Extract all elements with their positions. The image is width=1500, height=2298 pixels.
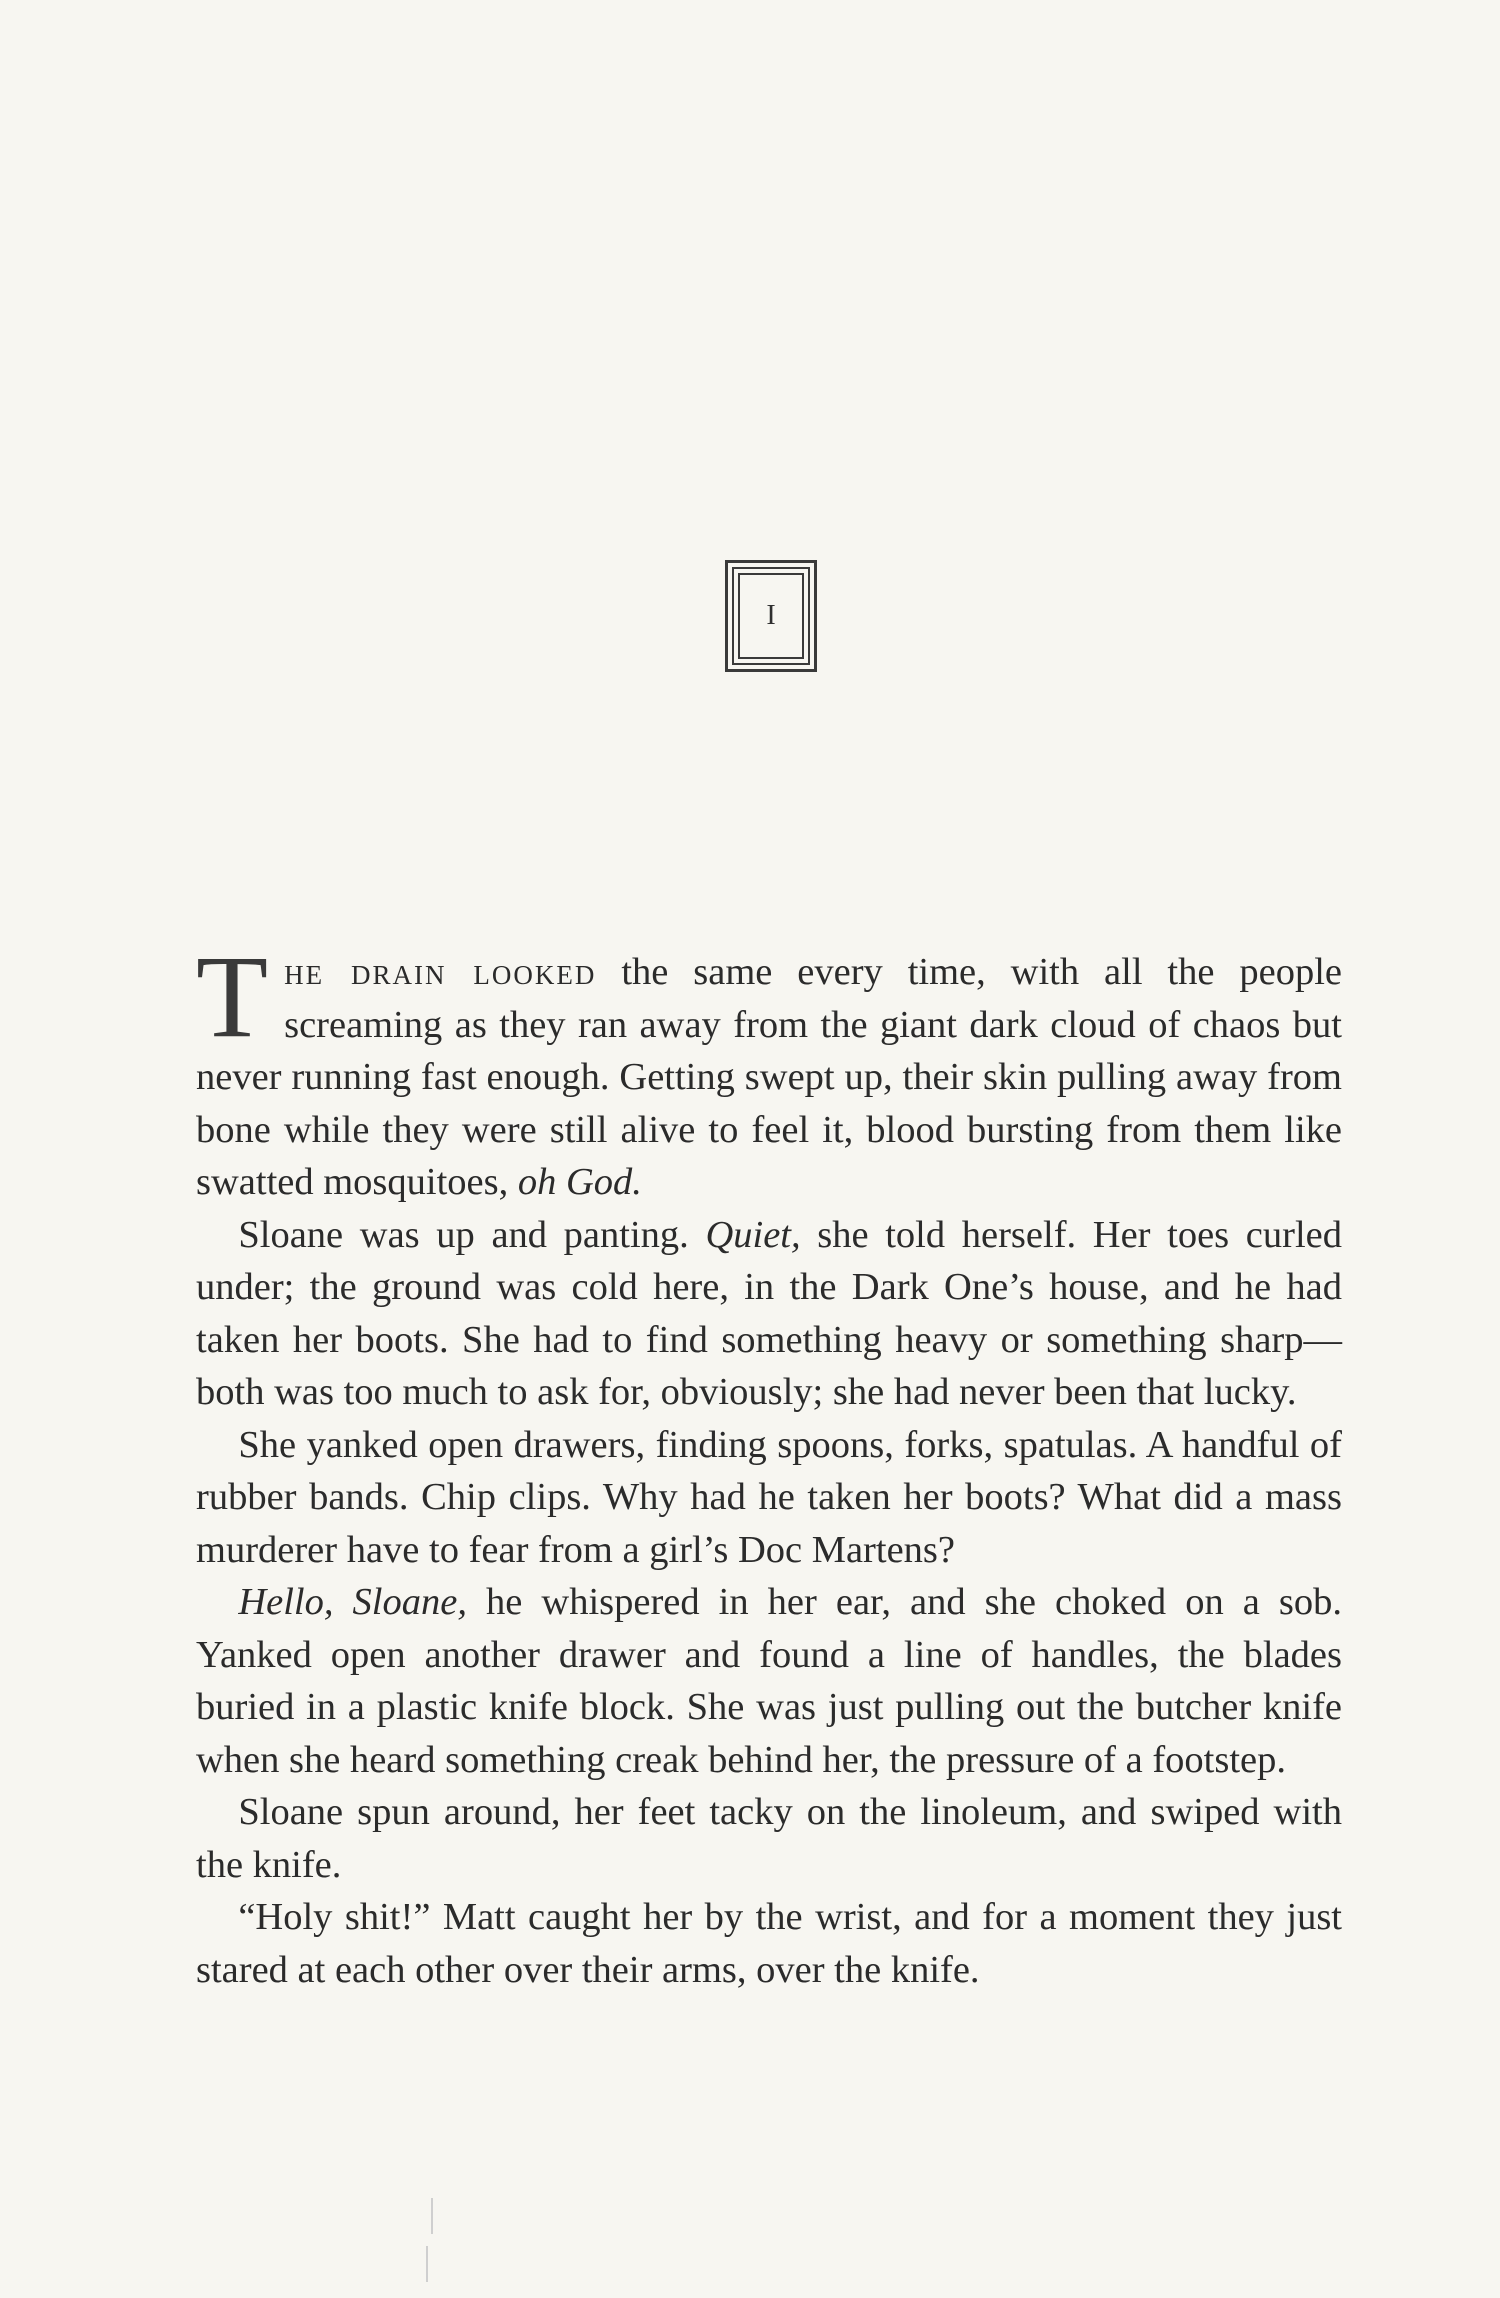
- paragraph-1-italic: oh God.: [517, 1161, 642, 1203]
- paragraph-2-rest: she told herself. Her toes curled under; the ground was cold here, in the Dark One’s house, and he had taken her boots. She had to find something heavy or something sharp—both was too much to ask for, obviously; she had never been that lucky.: [196, 1213, 1342, 1413]
- drop-cap: T: [196, 931, 269, 1062]
- paragraph-4-rest: he whispered in her ear, and she choked on a sob. Yanked open another drawer and found a line of handles, the blades buried in a plastic knife block. She was just pulling out the butcher knife when she heard something creak behind her, the pressure of a footstep.: [196, 1581, 1342, 1781]
- paragraph-2-italic: Quiet,: [705, 1213, 801, 1256]
- chapter-number-frame: [725, 560, 817, 672]
- paragraph-2: [196, 1209, 1342, 1419]
- paragraph-3: She yanked open drawers, finding spoons, forks, spatulas. A handful of rubber bands. Chip clips. Why had he taken her boots? What did a mass murderer have to fear from a girl’s Doc Martens?: [196, 1423, 1342, 1571]
- paragraph-2-start: Sloane was up and panting.: [238, 1213, 706, 1256]
- paragraph-5: Sloane spun around, her feet tacky on the linoleum, and swiped with the knife.: [196, 1791, 1342, 1886]
- paragraph-1-text: the same every time, with all the people screaming as they ran away from the giant dark cloud of chaos but never running fast enough. Getting swept up, their skin pulling away from bone while they were still alive to feel it, blood bursting from them like swatted mosquitoes,: [196, 951, 1343, 1203]
- paragraph-1: [196, 931, 1343, 1209]
- paragraph-6: “Holy shit!” Matt caught her by the wrist, and for a moment they just stared at each other over their arms, over the knife.: [196, 1896, 1342, 1991]
- paragraph-4-italic: Hello, Sloane,: [238, 1581, 467, 1623]
- body-text: [196, 931, 1343, 1996]
- scan-mark: [426, 2246, 428, 2282]
- chapter-frame-inner: [732, 567, 810, 665]
- chapter-number: I: [738, 573, 804, 659]
- paragraph-4: [196, 1576, 1342, 1786]
- lead-in-small-caps: he drain looked: [284, 951, 597, 993]
- scan-mark: [431, 2198, 433, 2234]
